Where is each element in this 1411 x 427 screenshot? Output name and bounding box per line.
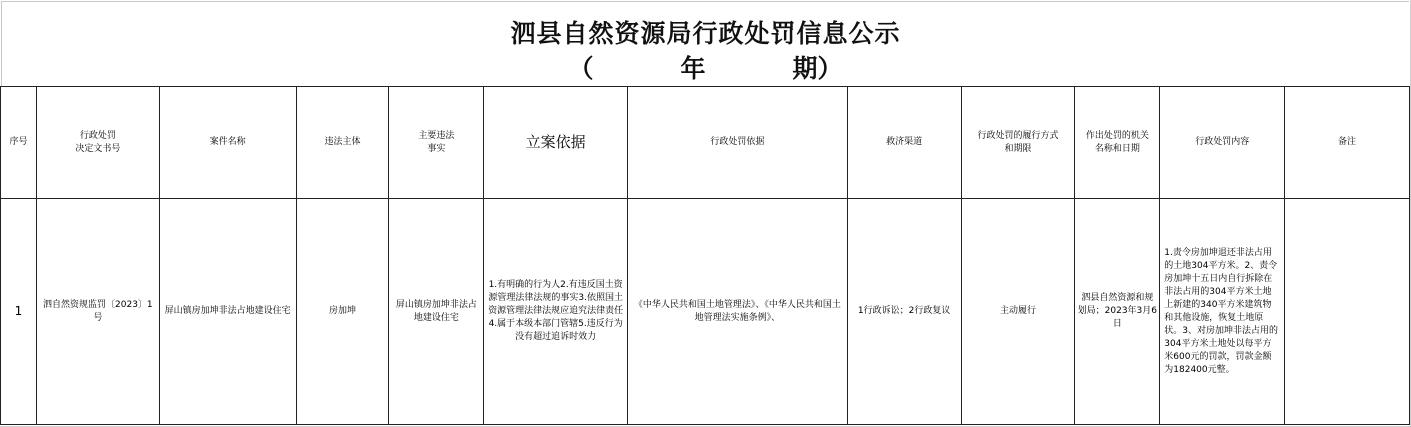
penalty-table — [0, 86, 1410, 425]
cell-seq: 1 — [1, 199, 37, 425]
period-subtitle: （ 年 期） — [568, 54, 843, 83]
header-authority: 作出处罚的机关 名称和日期 — [1075, 87, 1160, 199]
header-row — [1, 87, 1410, 199]
header-case-name: 案件名称 — [159, 87, 296, 199]
cell-facts: 屏山镇房加坤非法占地建设住宅 — [389, 199, 484, 425]
header-remedy: 救济渠道 — [847, 87, 961, 199]
cell-remark — [1285, 199, 1410, 425]
cell-doc-no: 泗自然资规监罚〔2023〕1号 — [36, 199, 159, 425]
cell-filing-basis: 1.有明确的行为人2.有违反国土资源管理法律法规的事实3.依照国土资源管理法律法规应追究法律责任4.属于本级本部门管辖5.违反行为没有超过追诉时效力 — [484, 199, 628, 425]
cell-content: 1.责令房加坤退还非法占用的土地304平方米。2、责令房加坤十五日内自行拆除在非法占用的304平方米土地上新建的340平方米建筑物和其他设施，恢复土地原状。3、对房加坤非法占用的304平方米土地处以每平方米600元的罚款，罚款金额为182400元整。 — [1160, 199, 1285, 425]
table-row — [1, 199, 1410, 425]
cell-remedy: 1行政诉讼；2行政复议 — [847, 199, 961, 425]
header-doc-no: 行政处罚 决定文书号 — [36, 87, 159, 199]
cell-authority: 泗县自然资源和规划局；2023年3月6日 — [1075, 199, 1160, 425]
cell-subject: 房加坤 — [296, 199, 389, 425]
page-title: 泗县自然资源局行政处罚信息公示 — [510, 19, 901, 48]
header-seq: 序号 — [1, 87, 37, 199]
header-performance: 行政处罚的履行方式 和期限 — [961, 87, 1075, 199]
cell-performance: 主动履行 — [961, 199, 1075, 425]
header-penalty-basis: 行政处罚依据 — [628, 87, 848, 199]
cell-penalty-basis: 《中华人民共和国土地管理法》、《中华人民共和国土地管理法实施条例》、 — [628, 199, 848, 425]
title-area — [1, 1, 1409, 86]
header-subject: 违法主体 — [296, 87, 389, 199]
header-remark: 备注 — [1285, 87, 1410, 199]
header-facts: 主要违法 事实 — [389, 87, 484, 199]
header-filing-basis: 立案依据 — [484, 87, 628, 199]
cell-case-name: 屏山镇房加坤非法占地建设住宅 — [159, 199, 296, 425]
header-content: 行政处罚内容 — [1160, 87, 1285, 199]
